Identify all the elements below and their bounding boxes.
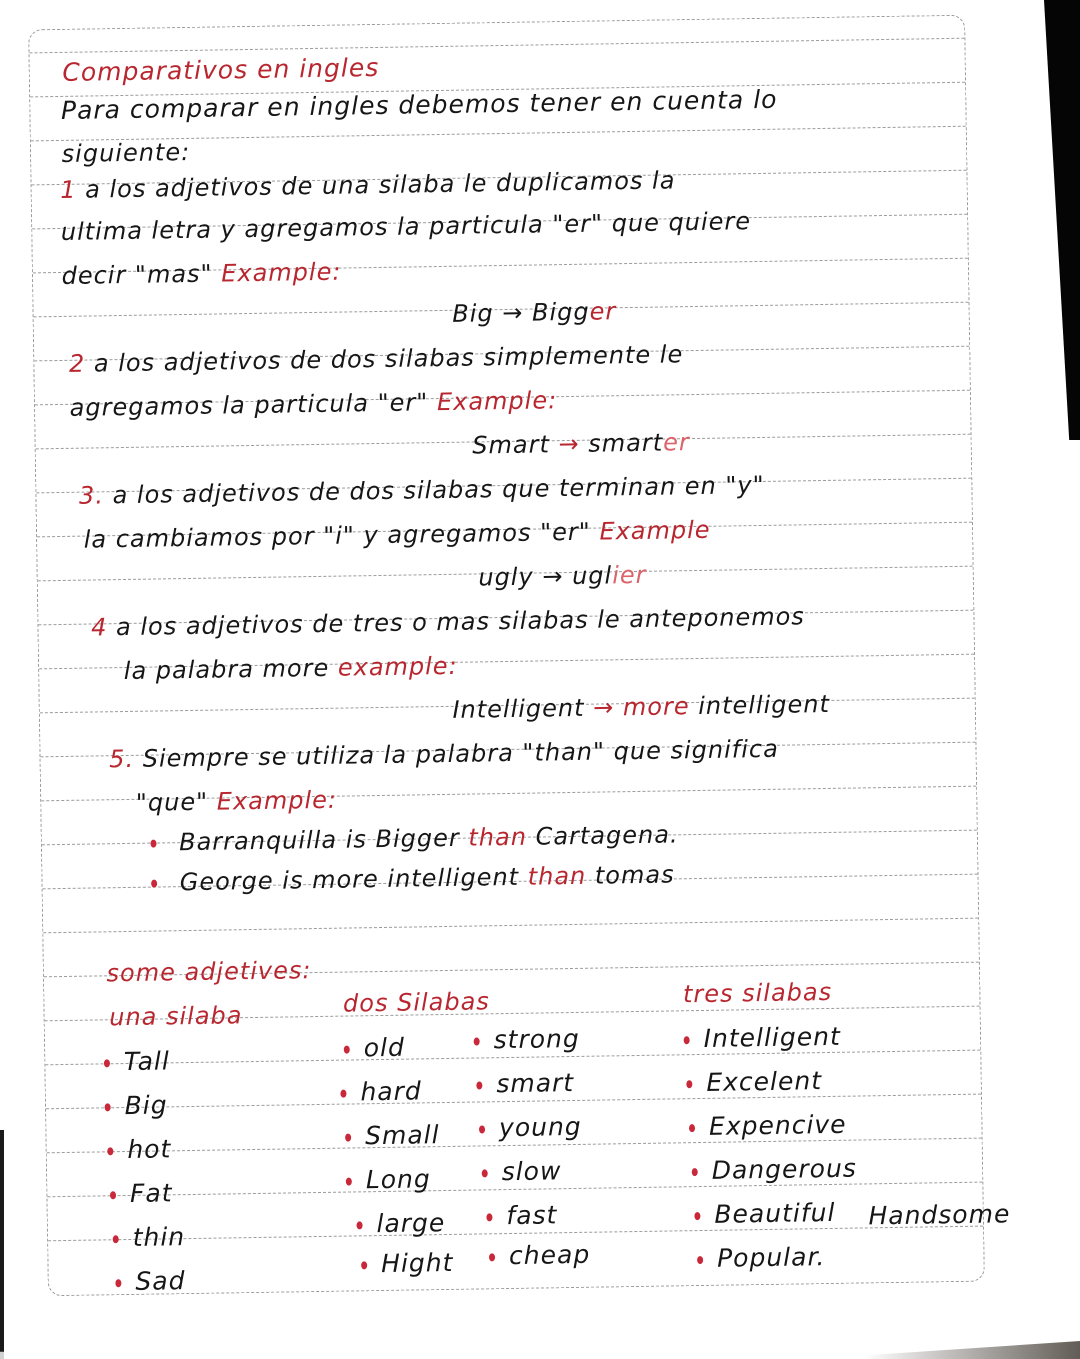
bullet-icon xyxy=(104,1059,110,1067)
adjective: Big xyxy=(124,1090,168,1121)
adjective: thin xyxy=(132,1222,186,1252)
example-smart xyxy=(472,428,690,459)
example-intelligent xyxy=(452,690,830,724)
adjective: Fat xyxy=(129,1178,173,1209)
example-result: smart xyxy=(588,428,664,458)
arrow-icon: → xyxy=(592,693,615,722)
list-item xyxy=(356,1208,445,1238)
bullet-icon xyxy=(689,1124,695,1132)
bullet-icon xyxy=(345,1134,351,1142)
example-suffix: er xyxy=(662,428,691,457)
adjective: Beautiful xyxy=(714,1197,836,1229)
rule-1-line-3 xyxy=(61,258,341,290)
adjective: large xyxy=(376,1208,446,1239)
list-item xyxy=(344,1033,406,1063)
example-label: Example: xyxy=(216,785,338,816)
example-label: Example xyxy=(599,515,711,546)
sentence-text: Barranquilla is Bigger xyxy=(178,823,460,857)
list-item xyxy=(346,1164,431,1194)
arrow-icon: → xyxy=(558,429,580,459)
bullet-icon xyxy=(346,1178,352,1186)
bullet-icon xyxy=(105,1103,111,1111)
list-item xyxy=(110,1178,173,1208)
list-item xyxy=(686,1066,822,1097)
sentence-than: than xyxy=(527,861,587,891)
rule-text: decir "mas" xyxy=(61,259,213,290)
adjective-extra: Handsome xyxy=(868,1199,1011,1231)
list-item xyxy=(104,1090,167,1120)
sentence-text: Cartagena. xyxy=(535,820,679,851)
adjective: Long xyxy=(365,1164,431,1195)
adjective: Excelent xyxy=(706,1066,823,1097)
list-item xyxy=(689,1110,847,1141)
example-suffix: ier xyxy=(611,560,647,590)
adjective: old xyxy=(363,1032,406,1063)
bullet-icon xyxy=(113,1235,119,1243)
rule-text: la cambiamos por "i" y agregamos "er" xyxy=(83,517,592,554)
example-result: ugl xyxy=(571,561,613,590)
adjectives-heading: some adjetives: xyxy=(106,956,312,988)
list-item xyxy=(683,1022,841,1053)
adjective: hard xyxy=(360,1076,422,1107)
rule-number: 3. xyxy=(78,481,105,510)
list-item xyxy=(104,1046,170,1076)
example-result: intelligent xyxy=(698,689,831,721)
rule-number: 4 xyxy=(90,613,108,642)
example-big xyxy=(452,297,616,328)
sentence-text: tomas xyxy=(594,860,675,890)
column-label-tres-silabas: tres silabas xyxy=(682,977,833,1009)
rule-5-line-2 xyxy=(136,786,338,817)
adjective: young xyxy=(498,1111,582,1143)
rule-text: agregamos la particula "er" xyxy=(69,388,429,422)
adjective: slow xyxy=(501,1156,562,1187)
bullet-icon xyxy=(684,1036,690,1044)
adjective: fast xyxy=(506,1200,558,1231)
adjective: strong xyxy=(493,1023,580,1055)
bullet-icon xyxy=(482,1169,488,1177)
bullet-icon xyxy=(344,1046,350,1054)
list-item xyxy=(697,1242,826,1273)
adjective: Popular. xyxy=(716,1242,826,1273)
bullet-icon xyxy=(474,1038,480,1046)
adjective: Tall xyxy=(123,1046,171,1077)
bullet-icon xyxy=(151,880,157,888)
bullet-icon xyxy=(476,1081,482,1089)
bullet-icon xyxy=(486,1213,492,1221)
bullet-icon xyxy=(489,1253,495,1261)
example-base: Big xyxy=(452,299,494,328)
rule-number: 1 xyxy=(60,175,77,204)
ruled-line xyxy=(29,38,964,54)
rule-number: 2 xyxy=(68,349,86,378)
list-item xyxy=(112,1222,185,1252)
rule-text: Siempre se utiliza la palabra "than" que significa xyxy=(142,734,780,773)
adjective: Intelligent xyxy=(703,1021,841,1053)
bullet-icon xyxy=(694,1212,700,1220)
rule-1-line-2: ultima letra y agregamos la particula "er" que quiere xyxy=(60,207,752,246)
rule-text: a los adjetivos de dos silabas que terminan en "y" xyxy=(112,470,765,510)
arrow-icon: → xyxy=(542,562,564,591)
list-item xyxy=(479,1112,582,1143)
list-item xyxy=(694,1198,835,1229)
example-label: example: xyxy=(337,651,458,682)
bullet-icon xyxy=(356,1221,362,1229)
bullet-icon xyxy=(686,1080,692,1088)
adjective: smart xyxy=(496,1068,575,1099)
intro-line: Para comparar en ingles debemos tener en cuenta lo xyxy=(60,84,778,125)
rule-text: a los adjetivos de dos silabas simplemente le xyxy=(93,340,684,378)
rule-text: a los adjetivos de tres o mas silabas le anteponemos xyxy=(115,602,806,642)
list-item xyxy=(361,1248,454,1278)
adjective: Small xyxy=(364,1120,440,1151)
bullet-icon xyxy=(110,1191,116,1199)
list-item xyxy=(489,1240,591,1271)
page-title: Comparativos en ingles xyxy=(62,52,380,87)
example-label: Example: xyxy=(436,386,558,417)
bullet-icon xyxy=(479,1125,485,1133)
ruled-line xyxy=(43,918,978,934)
list-item xyxy=(691,1154,857,1186)
bullet-icon xyxy=(361,1261,367,1269)
column-label-dos-silabas: dos Silabas xyxy=(342,987,491,1018)
list-item xyxy=(345,1120,440,1150)
example-more: more xyxy=(622,692,690,722)
adjective: Hight xyxy=(380,1247,454,1279)
arrow-icon: → xyxy=(502,298,524,328)
rule-number: 5. xyxy=(108,744,135,774)
example-result: Bigg xyxy=(531,297,590,327)
example-base: Smart xyxy=(472,430,551,460)
table-surface-edge xyxy=(0,1341,1080,1359)
dark-background-edge xyxy=(1044,0,1080,440)
intro-line: siguiente: xyxy=(61,137,191,168)
bullet-icon xyxy=(150,840,156,848)
adjective: Sad xyxy=(135,1266,186,1296)
rule-4-line-2 xyxy=(124,652,458,685)
list-item xyxy=(481,1156,561,1186)
example-label: Example: xyxy=(221,257,342,288)
list-item xyxy=(115,1266,186,1296)
bullet-icon xyxy=(692,1168,698,1176)
rule-text: a los adjetivos de una silaba le duplicamos la xyxy=(84,166,676,204)
adjective: hot xyxy=(127,1134,172,1165)
list-item xyxy=(473,1024,580,1055)
example-suffix: er xyxy=(589,297,617,326)
example-base: Intelligent xyxy=(452,693,585,724)
dark-background-edge-left xyxy=(0,1130,4,1359)
bullet-icon xyxy=(340,1090,346,1098)
rule-text: la palabra more xyxy=(123,653,330,686)
sentence-than: than xyxy=(468,822,528,852)
rule-text: "que" xyxy=(135,787,209,817)
bullet-icon xyxy=(107,1147,113,1155)
list-item xyxy=(476,1068,574,1099)
column-label-una-silaba: una silaba xyxy=(109,1001,243,1032)
list-item xyxy=(107,1134,171,1164)
example-base: ugly xyxy=(478,562,534,592)
bullet-icon xyxy=(697,1256,703,1264)
example-ugly xyxy=(478,561,647,592)
adjective: cheap xyxy=(508,1239,591,1271)
list-item xyxy=(486,1200,557,1230)
sentence-text: George is more intelligent xyxy=(179,862,520,897)
adjective: Expencive xyxy=(708,1109,847,1141)
list-item xyxy=(340,1076,422,1106)
adjective: Dangerous xyxy=(711,1153,858,1185)
bullet-icon xyxy=(115,1279,121,1287)
